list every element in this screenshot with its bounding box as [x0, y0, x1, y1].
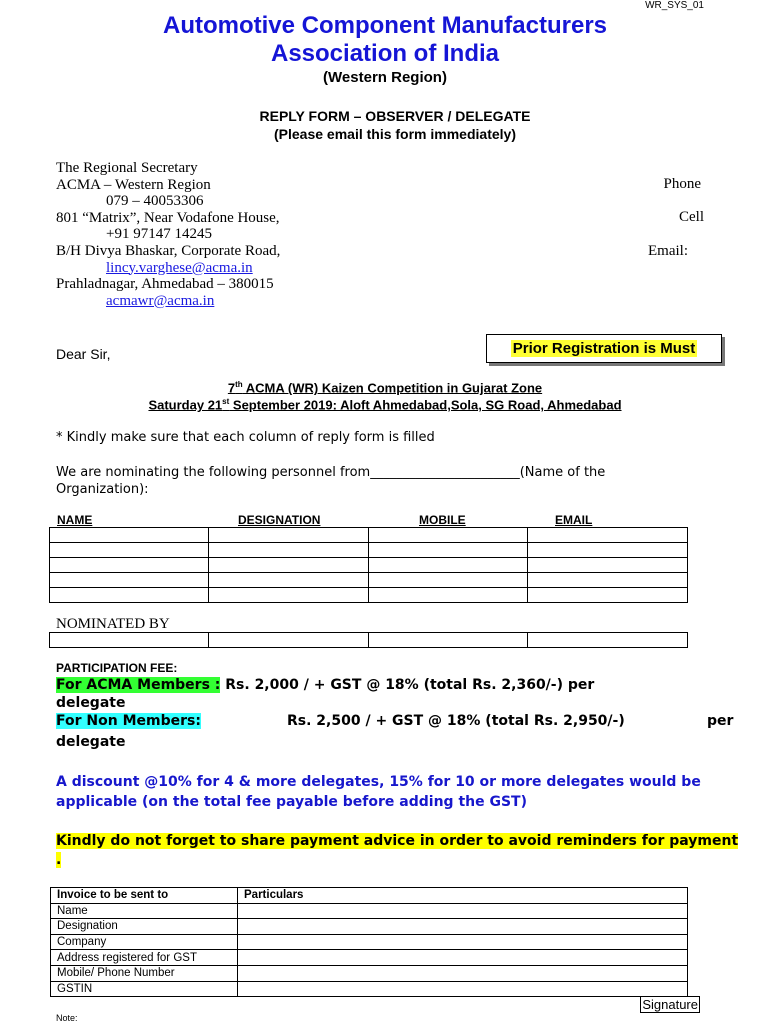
invoice-header-particulars: Particulars: [238, 888, 688, 904]
signature-box: Signature: [642, 997, 698, 1012]
mobile-cell[interactable]: [369, 573, 528, 588]
designation-cell[interactable]: [209, 543, 369, 558]
event-ordinal-suffix: th: [235, 380, 243, 389]
mobile-cell[interactable]: [369, 543, 528, 558]
table-row: [50, 633, 688, 648]
invoice-row-label: Company: [51, 934, 238, 950]
nomination-statement: We are nominating the following personnel from_______________________(Name of the Organization):: [56, 465, 606, 497]
region-subtitle: (Western Region): [323, 69, 447, 86]
event-title: [0, 380, 770, 395]
mobile-cell[interactable]: [369, 558, 528, 573]
invoice-table: [50, 887, 688, 997]
secretary-address: [56, 160, 280, 309]
nominator-mobile-cell[interactable]: [369, 633, 528, 648]
form-subtitle: (Please email this form immediately): [274, 126, 516, 142]
invoice-row-value[interactable]: [238, 919, 688, 935]
cell-number: +91 97147 14245: [106, 226, 212, 243]
designation-cell[interactable]: [209, 588, 369, 603]
invoice-row: [51, 934, 688, 950]
nominated-by-table: [49, 632, 688, 648]
event-day: Saturday 21: [148, 397, 223, 413]
invoice-row-label: Designation: [51, 919, 238, 935]
prior-registration-text: Prior Registration is Must: [512, 340, 696, 357]
table-row: [50, 558, 688, 573]
invoice-header-label: Invoice to be sent to: [51, 888, 238, 904]
organization-title: [0, 12, 770, 68]
email-label: Email:: [648, 243, 688, 259]
email-link-lincy[interactable]: lincy.varghese@acma.in: [106, 259, 253, 276]
address-line: ACMA – Western Region: [56, 176, 211, 193]
prior-registration-box: [486, 334, 722, 363]
nominated-by-label: NOMINATED BY: [56, 616, 170, 632]
payment-reminder: [56, 832, 746, 870]
email-cell[interactable]: [528, 528, 688, 543]
invoice-row: [51, 919, 688, 935]
name-cell[interactable]: [50, 573, 209, 588]
email-link-acmawr[interactable]: acmawr@acma.in: [106, 292, 215, 309]
designation-cell[interactable]: [209, 573, 369, 588]
non-member-fee-tail: delegate: [56, 734, 126, 750]
column-header-mobile: MOBILE: [419, 513, 466, 527]
mobile-cell[interactable]: [369, 588, 528, 603]
organization-title-line2: Association of India: [270, 40, 500, 67]
designation-cell[interactable]: [209, 528, 369, 543]
email-cell[interactable]: [528, 558, 688, 573]
table-row: [50, 588, 688, 603]
member-fee-tail: delegate: [56, 695, 126, 711]
invoice-row-label: Name: [51, 903, 238, 919]
event-title-text: ACMA (WR) Kaizen Competition in Gujarat Zone: [242, 380, 543, 396]
name-cell[interactable]: [50, 543, 209, 558]
address-line: 801 “Matrix”, Near Vodafone House,: [56, 209, 280, 226]
participation-fee-label: PARTICIPATION FEE:: [56, 661, 178, 675]
invoice-row-value[interactable]: [238, 981, 688, 997]
email-cell[interactable]: [528, 588, 688, 603]
event-day-suffix: st: [222, 397, 230, 406]
name-cell[interactable]: [50, 528, 209, 543]
name-cell[interactable]: [50, 558, 209, 573]
column-header-name: NAME: [57, 513, 93, 527]
event-date-venue-text: September 2019: Aloft Ahmedabad,Sola, SG Road, Ahmedabad: [229, 397, 622, 413]
non-member-fee-per: per: [707, 713, 734, 729]
phone-number: 079 – 40053306: [106, 193, 204, 210]
email-cell[interactable]: [528, 543, 688, 558]
invoice-row-value[interactable]: [238, 965, 688, 981]
delegates-table: [49, 527, 688, 603]
member-fee-line: [56, 677, 594, 693]
column-header-designation: DESIGNATION: [238, 513, 321, 527]
invoice-row: [51, 903, 688, 919]
table-row: [50, 543, 688, 558]
event-date-venue: [0, 397, 770, 412]
nominator-designation-cell[interactable]: [209, 633, 369, 648]
invoice-row-label: GSTIN: [51, 981, 238, 997]
address-line: Prahladnagar, Ahmedabad – 380015: [56, 276, 274, 293]
invoice-row-value[interactable]: [238, 934, 688, 950]
discount-notice: A discount @10% for 4 & more delegates, 15% for 10 or more delegates would be applicable (on the total fee payable before adding the GST): [56, 774, 701, 810]
non-member-fee-label: For Non Members:: [56, 713, 201, 729]
invoice-row-label: Mobile/ Phone Number: [51, 965, 238, 981]
payment-reminder-text: Kindly do not forget to share payment advice in order to avoid reminders for payment .: [56, 833, 739, 868]
address-line: B/H Divya Bhaskar, Corporate Road,: [56, 242, 281, 259]
salutation: Dear Sir,: [56, 346, 111, 362]
designation-cell[interactable]: [209, 558, 369, 573]
invoice-header-row: [51, 888, 688, 904]
member-fee-label: For ACMA Members :: [56, 677, 221, 693]
column-header-email: EMAIL: [555, 513, 593, 527]
table-row: [50, 573, 688, 588]
invoice-row: [51, 950, 688, 966]
nominator-email-cell[interactable]: [528, 633, 688, 648]
invoice-row: [51, 981, 688, 997]
mobile-cell[interactable]: [369, 528, 528, 543]
email-cell[interactable]: [528, 573, 688, 588]
form-title: REPLY FORM – OBSERVER / DELEGATE: [259, 108, 531, 124]
phone-label: Phone: [663, 176, 701, 192]
non-member-fee-amount: Rs. 2,500 / + GST @ 18% (total Rs. 2,950/-): [287, 713, 625, 729]
note-label: Note:: [56, 1013, 78, 1023]
table-row: [50, 528, 688, 543]
non-member-fee-label-wrap: [56, 713, 201, 729]
cell-label: Cell: [679, 209, 704, 225]
nominator-name-cell[interactable]: [50, 633, 209, 648]
instruction-note: * Kindly make sure that each column of reply form is filled: [56, 430, 435, 445]
organization-title-line1: Automotive Component Manufacturers: [162, 12, 608, 39]
name-cell[interactable]: [50, 588, 209, 603]
document-code: WR_SYS_01: [645, 0, 704, 11]
invoice-row-value[interactable]: [238, 950, 688, 966]
invoice-row-label: Address registered for GST: [51, 950, 238, 966]
invoice-row: [51, 965, 688, 981]
form-title-block: [0, 107, 770, 143]
invoice-row-value[interactable]: [238, 903, 688, 919]
event-ordinal: 7: [227, 380, 236, 396]
address-line: The Regional Secretary: [56, 160, 198, 176]
member-fee-amount: Rs. 2,000 / + GST @ 18% (total Rs. 2,360/-) per: [220, 677, 595, 693]
